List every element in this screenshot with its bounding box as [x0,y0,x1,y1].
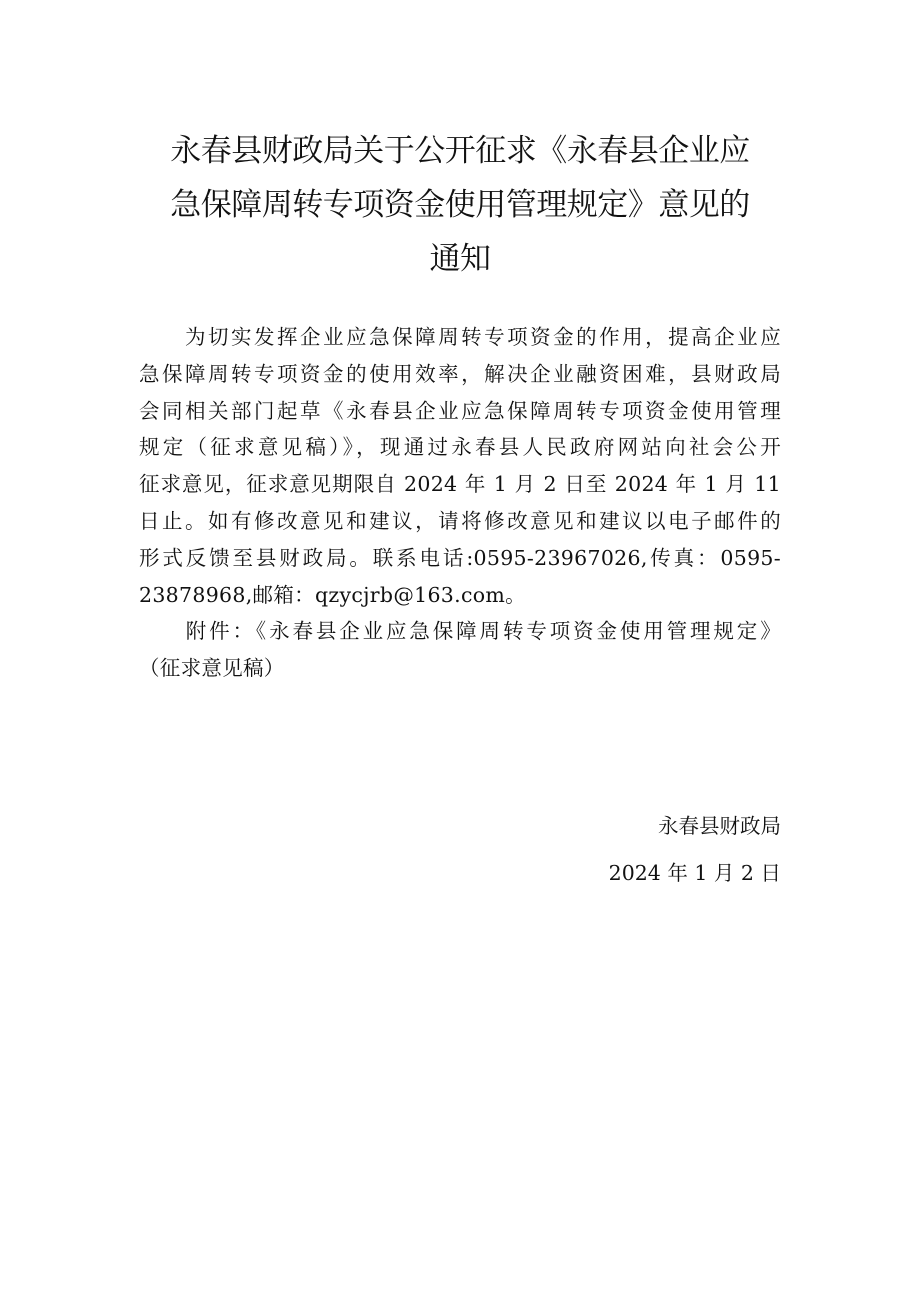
notice-body [139,319,781,687]
title-line: 永春县财政局关于公开征求《永春县企业应 [170,133,750,169]
body-line: 日止。如有修改意见和建议，请将修改意见和建议以电子邮件的 [139,508,781,533]
body-line: 形式反馈至县财政局。联系电话:0595-23967026,传真：0595- [139,545,781,570]
title-line: 急保障周转专项资金使用管理规定》意见的 [170,187,750,223]
body-line: 征求意见，征求意见期限自 2024 年 1 月 2 日至 2024 年 1 月 11 [139,472,781,497]
signature-block [609,803,781,897]
body-line: 急保障周转专项资金的使用效率，解决企业融资困难，县财政局 [139,361,781,386]
attachment-line: （征求意见稿） [139,656,285,681]
body-line: 为切实发挥企业应急保障周转专项资金的作用，提高企业应 [139,325,781,349]
body-line: 会同相关部门起草《永春县企业应急保障周转专项资金使用管理 [139,398,781,423]
attachment-line: 附件：《永春县企业应急保障周转专项资金使用管理规定》 [139,619,781,644]
issue-date: 2024 年 1 月 2 日 [608,861,781,885]
body-line: 规定（征求意见稿）》，现通过永春县人民政府网站向社会公开 [139,435,781,460]
issuer-name: 永春县财政局 [658,814,781,838]
title-line: 通知 [429,241,491,277]
document-title [140,124,780,286]
body-line: 23878968,邮箱：qzycjrb@163.com。 [139,582,526,607]
